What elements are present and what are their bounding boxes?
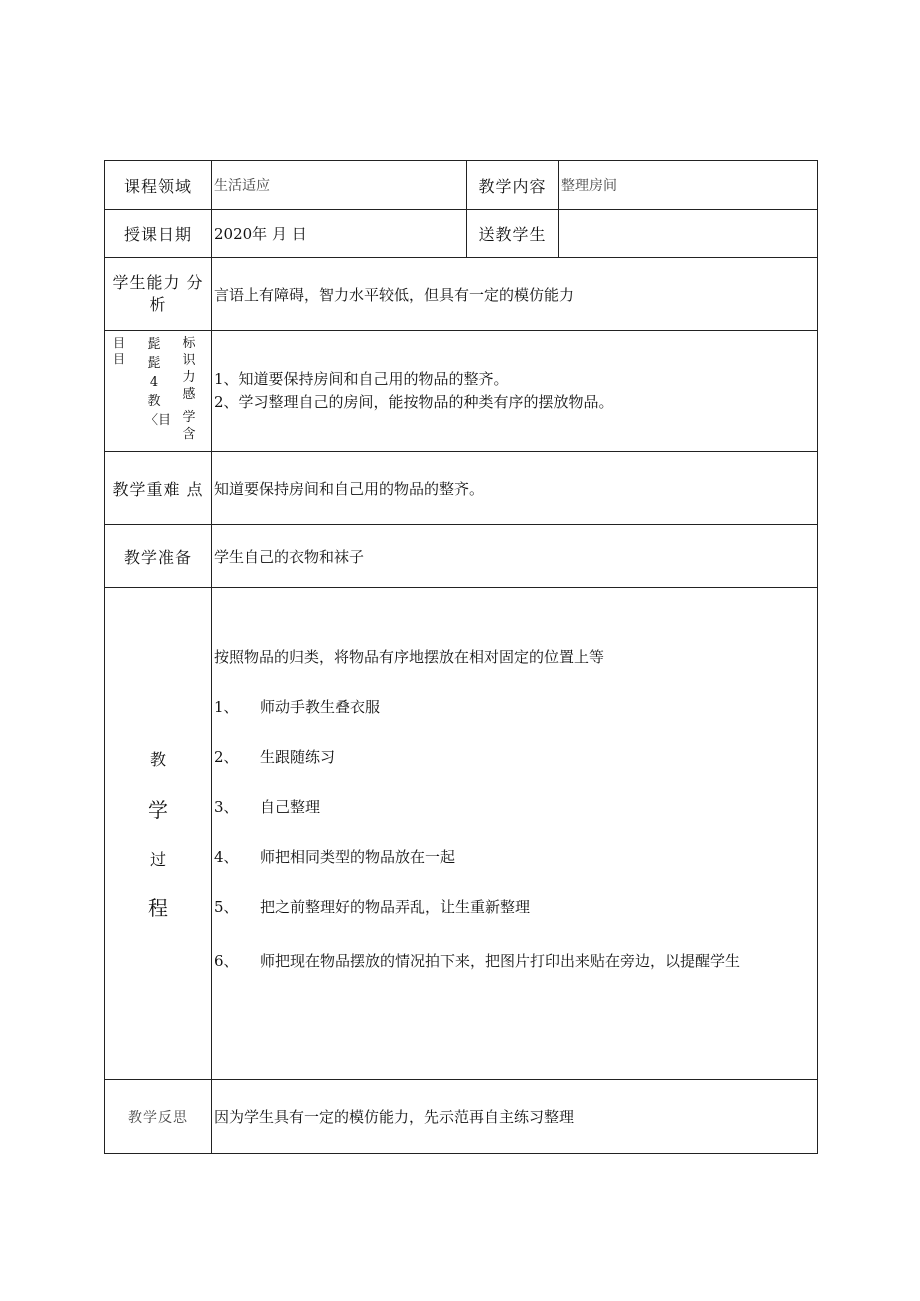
row-key-difficulty [105, 452, 818, 525]
objectives-label-col-b: 髭髭4教〈目 [145, 337, 172, 428]
process-step [214, 947, 754, 975]
key-difficulty-label: 教学重难 点 [105, 452, 212, 525]
step-text: 师把现在物品摆放的情况拍下来，把图片打印出来贴在旁边，以提醒学生 [260, 952, 741, 970]
objectives-list [212, 331, 818, 452]
step-number: 5、 [214, 898, 239, 916]
process-label-char: 过 [149, 849, 166, 869]
reflection-value: 因为学生具有一定的模仿能力，先示范再自主练习整理 [212, 1080, 818, 1154]
process-step [214, 747, 817, 767]
row-preparation [105, 525, 818, 588]
row-ability-analysis [105, 258, 818, 331]
step-number: 4、 [214, 848, 239, 866]
objectives-label-col-d: 学含 [182, 410, 196, 442]
reflection-label: 教学反思 [105, 1080, 212, 1154]
row-course-domain [105, 161, 818, 210]
row-date [105, 210, 818, 258]
teaching-content-label: 教学内容 [467, 161, 559, 210]
teaching-process-label [105, 588, 212, 1080]
preparation-label: 教学准备 [105, 525, 212, 588]
objectives-label-col-c: 标识力感 [182, 336, 196, 402]
key-difficulty-value: 知道要保持房间和自己用的物品的整齐。 [212, 452, 818, 525]
objective-item: 1、知道要保持房间和自己用的物品的整齐。 [214, 370, 509, 388]
teaching-content-value: 整理房间 [559, 161, 818, 210]
objective-item: 2、学习整理自己的房间，能按物品的种类有序的摆放物品。 [214, 393, 614, 411]
step-text: 师动手教生叠衣服 [260, 698, 381, 716]
process-intro: 按照物品的归类，将物品有序地摆放在相对固定的位置上等 [214, 648, 605, 666]
process-step [214, 797, 817, 817]
teaching-process-content [212, 588, 818, 1080]
objectives-label [105, 331, 212, 452]
process-step [214, 697, 817, 717]
teaching-date-label: 授课日期 [105, 210, 212, 258]
row-objectives [105, 331, 818, 452]
step-text: 把之前整理好的物品弄乱，让生重新整理 [260, 898, 531, 916]
ability-analysis-value: 言语上有障碍，智力水平较低，但具有一定的模仿能力 [212, 258, 818, 331]
process-label-char: 教 [149, 749, 166, 769]
process-step [214, 897, 817, 917]
course-domain-label: 课程领域 [105, 161, 212, 210]
step-text: 师把相同类型的物品放在一起 [260, 848, 456, 866]
course-domain-value: 生活适应 [212, 161, 467, 210]
process-label-char: 程 [148, 895, 168, 920]
preparation-value: 学生自己的衣物和袜子 [212, 525, 818, 588]
teaching-date-value: 2020年 月 日 [212, 210, 467, 258]
step-text: 自己整理 [260, 798, 321, 816]
process-step [214, 847, 817, 867]
step-number: 3、 [214, 798, 239, 816]
step-number: 1、 [214, 698, 239, 716]
process-label-char: 学 [148, 797, 168, 822]
ability-analysis-label: 学生能力 分析 [105, 258, 212, 331]
row-reflection [105, 1080, 818, 1154]
step-text: 生跟随练习 [260, 748, 336, 766]
lesson-plan-table [104, 160, 818, 1154]
student-value [559, 210, 818, 258]
step-number: 6、 [214, 952, 239, 970]
step-number: 2、 [214, 748, 239, 766]
objectives-label-col-a: 目目 [113, 336, 126, 366]
row-teaching-process [105, 588, 818, 1080]
student-label: 送教学生 [467, 210, 559, 258]
